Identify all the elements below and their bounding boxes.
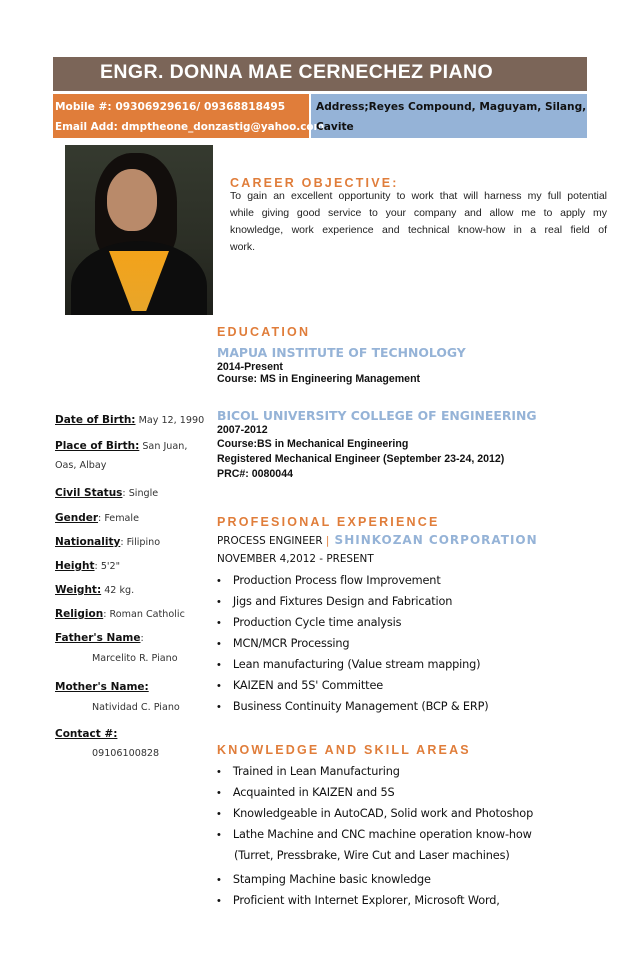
- address-line-1: Address;Reyes Compound, Maguyam, Silang,: [316, 101, 587, 113]
- school-name: BICOL UNIVERSITY COLLEGE OF ENGINEERING: [217, 408, 537, 423]
- father-colon: :: [140, 633, 144, 644]
- nationality-label: Nationality: [55, 536, 121, 548]
- religion-row: [55, 604, 185, 622]
- birth-place-label: Place of Birth:: [55, 440, 140, 452]
- career-line: work.: [230, 241, 256, 253]
- list-item: • Production Cycle time analysis: [217, 616, 402, 629]
- experience-title: PROFESIONAL EXPERIENCE: [217, 515, 440, 529]
- civil-status-value: : Single: [122, 488, 159, 499]
- list-item: • Trained in Lean Manufacturing: [217, 765, 400, 778]
- nationality-row: [55, 532, 160, 550]
- weight-value: 42 kg.: [101, 585, 135, 596]
- nationality-value: : Filipino: [120, 537, 161, 548]
- list-item: • Business Continuity Management (BCP & ERP): [217, 700, 489, 713]
- career-line: while giving good service to your company and allow me to apply my: [230, 207, 607, 219]
- birth-date-value: May 12, 1990: [135, 415, 205, 426]
- height-value: : 5'2": [94, 561, 121, 572]
- civil-status-row: [55, 483, 158, 501]
- list-item: • Stamping Machine basic knowledge: [217, 873, 431, 886]
- birth-date-label: Date of Birth:: [55, 414, 136, 426]
- list-item: • Lathe Machine and CNC machine operation know-how: [217, 828, 532, 841]
- weight-row: [55, 580, 134, 598]
- height-row: [55, 556, 120, 574]
- mother-label: Mother's Name:: [55, 681, 149, 693]
- list-item: • Knowledgeable in AutoCAD, Solid work and Photoshop: [217, 807, 534, 820]
- company-name: SHINKOZAN CORPORATION: [329, 533, 538, 547]
- father-name: Marcelito R. Piano: [92, 653, 178, 664]
- experience-list: [217, 571, 489, 718]
- gender-value: : Female: [98, 513, 140, 524]
- prc-number: PRC#: 0080044: [217, 468, 293, 480]
- birth-date-row: [55, 410, 204, 428]
- contact-label: Contact #:: [55, 728, 118, 740]
- course-label: Course: [217, 373, 254, 385]
- birth-place-value-2: Oas, Albay: [55, 460, 107, 471]
- career-objective-text: [230, 188, 607, 256]
- mother-name: Natividad C. Piano: [92, 702, 180, 713]
- gender-label: Gender: [55, 512, 99, 524]
- school-course: [217, 438, 408, 450]
- profile-photo: [65, 145, 213, 315]
- mother-row: [55, 677, 149, 695]
- religion-label: Religion: [55, 608, 104, 620]
- license-info: Registered Mechanical Engineer (September 23-24, 2012): [217, 453, 505, 465]
- education-title: EDUCATION: [217, 325, 311, 339]
- religion-value: : Roman Catholic: [103, 609, 185, 620]
- career-line: knowledge, work experience and technical know-how in a real field of: [230, 224, 607, 236]
- skills-title: KNOWLEDGE AND SKILL AREAS: [217, 743, 471, 757]
- skills-list: [217, 762, 533, 912]
- civil-status-label: Civil Status: [55, 487, 123, 499]
- course-label: Course: [217, 438, 254, 450]
- school-years: 2007-2012: [217, 424, 268, 436]
- list-item: • KAIZEN and 5S' Committee: [217, 679, 384, 692]
- address-line-2: Cavite: [316, 121, 354, 133]
- course-value: : MS in Engineering Management: [253, 373, 421, 385]
- birth-place-row: [55, 436, 187, 454]
- email-address: Email Add: dmptheone_donzastig@yahoo.com: [55, 121, 325, 133]
- list-item: • Lean manufacturing (Value stream mapping): [217, 658, 481, 671]
- gender-row: [55, 508, 139, 526]
- list-item: • MCN/MCR Processing: [217, 637, 350, 650]
- father-label: Father's Name: [55, 632, 141, 644]
- list-item-continuation: (Turret, Pressbrake, Wire Cut and Laser machines): [234, 849, 510, 862]
- mobile-number: Mobile #: 09306929616/ 09368818495: [55, 101, 286, 113]
- height-label: Height: [55, 560, 95, 572]
- career-objective-title: CAREER OBJECTIVE:: [230, 176, 399, 190]
- experience-date: NOVEMBER 4,2012 - PRESENT: [217, 553, 374, 565]
- experience-position-row: [217, 533, 538, 547]
- weight-label: Weight:: [55, 584, 102, 596]
- list-item: • Jigs and Fixtures Design and Fabrication: [217, 595, 453, 608]
- list-item: • Acquainted in KAIZEN and 5S: [217, 786, 395, 799]
- list-item: • Production Process flow Improvement: [217, 574, 441, 587]
- contact-number: 09106100828: [92, 748, 160, 759]
- course-value: :BS in Mechanical Engineering: [253, 438, 409, 450]
- position: PROCESS ENGINEER: [217, 535, 326, 547]
- school-course: [217, 373, 420, 385]
- full-name: ENGR. DONNA MAE CERNECHEZ PIANO: [100, 61, 494, 83]
- separator: |: [325, 535, 330, 547]
- school-name: MAPUA INSTITUTE OF TECHNOLOGY: [217, 345, 466, 360]
- father-row: [55, 628, 144, 646]
- school-years: 2014-Present: [217, 361, 283, 373]
- contact-row: [55, 724, 117, 742]
- list-item: • Proficient with Internet Explorer, Microsoft Word,: [217, 894, 500, 907]
- birth-place-value: San Juan,: [139, 441, 188, 452]
- career-line: To gain an excellent opportunity to work that will harness my full potential: [230, 190, 607, 202]
